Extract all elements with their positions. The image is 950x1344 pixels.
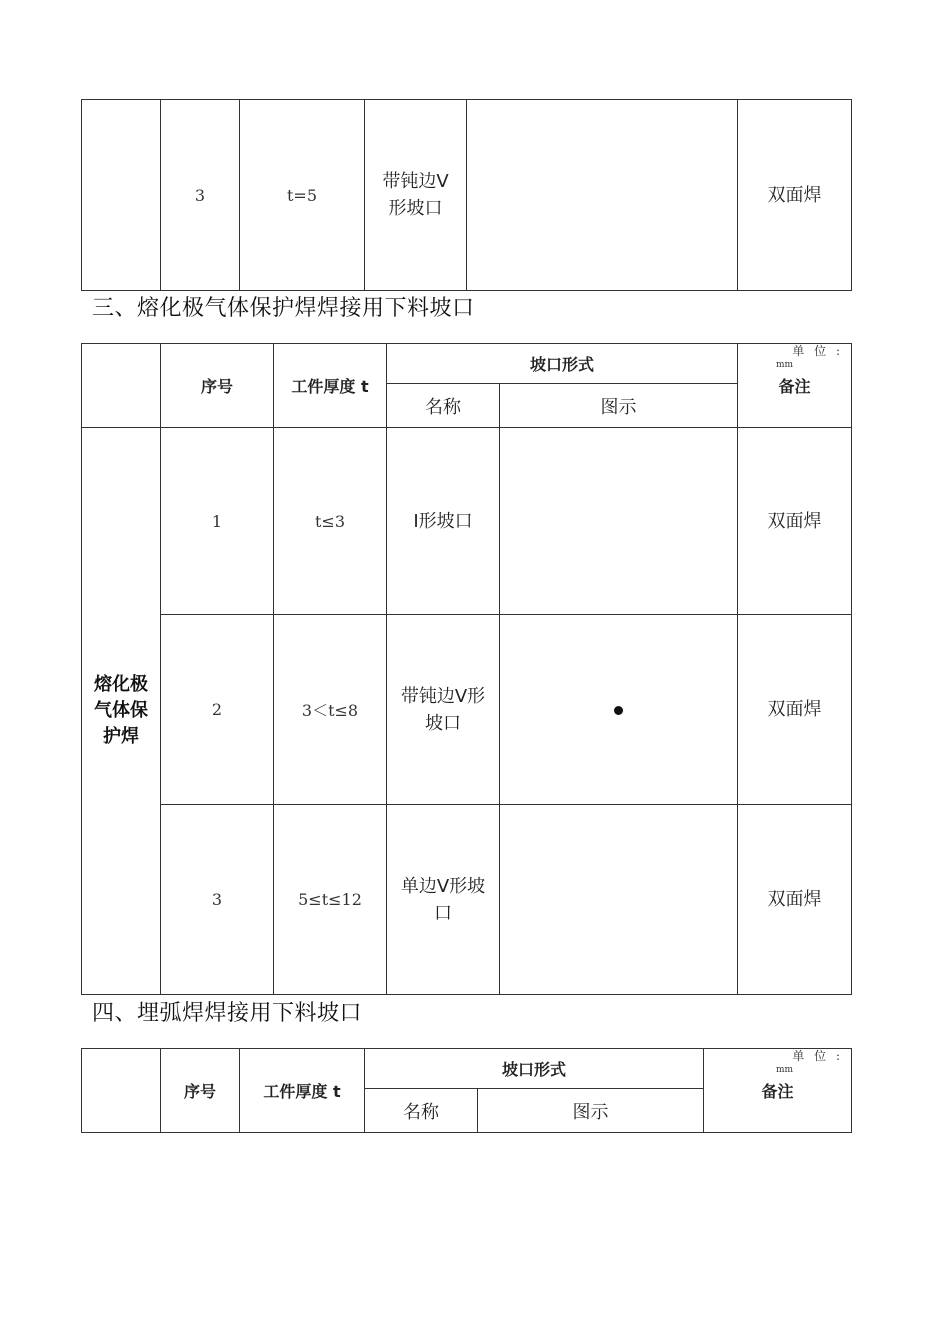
category-header-cell (82, 1049, 161, 1133)
name-header: 名称 (365, 1089, 478, 1133)
remark-cell: 双面焊 (738, 615, 852, 805)
remark-header: 备注 (761, 1082, 794, 1101)
index-header: 序号 (161, 344, 274, 428)
index-cell: 2 (161, 615, 274, 805)
diagram-cell (500, 805, 738, 995)
saw-groove-table (81, 1048, 852, 1133)
diagram-cell (500, 615, 738, 805)
unit-mm-label: mm (776, 360, 794, 370)
groove-form-header: 坡口形式 (387, 344, 738, 384)
groove-form-header: 坡口形式 (365, 1049, 704, 1089)
diagram-cell (500, 428, 738, 615)
unit-label: 单 位 : (792, 344, 844, 358)
category-cell (82, 100, 161, 291)
index-header: 序号 (161, 1049, 240, 1133)
table-row (82, 805, 852, 995)
header-row (82, 1049, 852, 1089)
remark-cell: 双面焊 (738, 428, 852, 615)
header-row (82, 344, 852, 384)
section-heading: 三、熔化极气体保护焊焊接用下料坡口 (92, 296, 475, 321)
index-cell: 3 (161, 805, 274, 995)
category-cell (82, 428, 161, 995)
bullet-dot-icon (614, 706, 623, 715)
thickness-cell: t≤3 (274, 428, 387, 615)
remark-header: 备注 (778, 377, 811, 396)
groove-name-cell (387, 805, 500, 995)
remark-header-cell (738, 344, 852, 428)
unit-label: 单 位 : (792, 1049, 844, 1063)
groove-name-cell (387, 615, 500, 805)
groove-name-cell: Ⅰ形坡口 (387, 428, 500, 615)
table-row (82, 615, 852, 805)
index-cell: 3 (161, 100, 240, 291)
groove-name-text: 带钝边Ⅴ形坡口 (400, 685, 486, 734)
gmaw-groove-table (81, 343, 852, 995)
thickness-header: 工件厚度 t (240, 1049, 365, 1133)
groove-name-cell (365, 100, 467, 291)
groove-name-text: 带钝边Ⅴ形坡口 (382, 171, 449, 219)
welding-groove-table-continued (81, 99, 852, 291)
remark-cell: 双面焊 (738, 805, 852, 995)
diagram-cell (467, 100, 738, 291)
section-heading: 四、埋弧焊焊接用下料坡口 (92, 1001, 363, 1026)
table-row (82, 100, 852, 291)
name-header: 名称 (387, 384, 500, 428)
diagram-header: 图示 (478, 1089, 704, 1133)
index-cell: 1 (161, 428, 274, 615)
unit-mm-label: mm (776, 1065, 794, 1075)
category-label: 熔化极气体保护焊 (94, 674, 148, 747)
table-row (82, 428, 852, 615)
thickness-cell: t=5 (240, 100, 365, 291)
thickness-cell: 3＜t≤8 (274, 615, 387, 805)
groove-name-text: 单边Ⅴ形坡口 (400, 875, 486, 924)
category-header-cell (82, 344, 161, 428)
thickness-cell: 5≤t≤12 (274, 805, 387, 995)
remark-cell: 双面焊 (738, 100, 852, 291)
remark-header-cell (704, 1049, 852, 1133)
thickness-header: 工件厚度 t (274, 344, 387, 428)
diagram-header: 图示 (500, 384, 738, 428)
